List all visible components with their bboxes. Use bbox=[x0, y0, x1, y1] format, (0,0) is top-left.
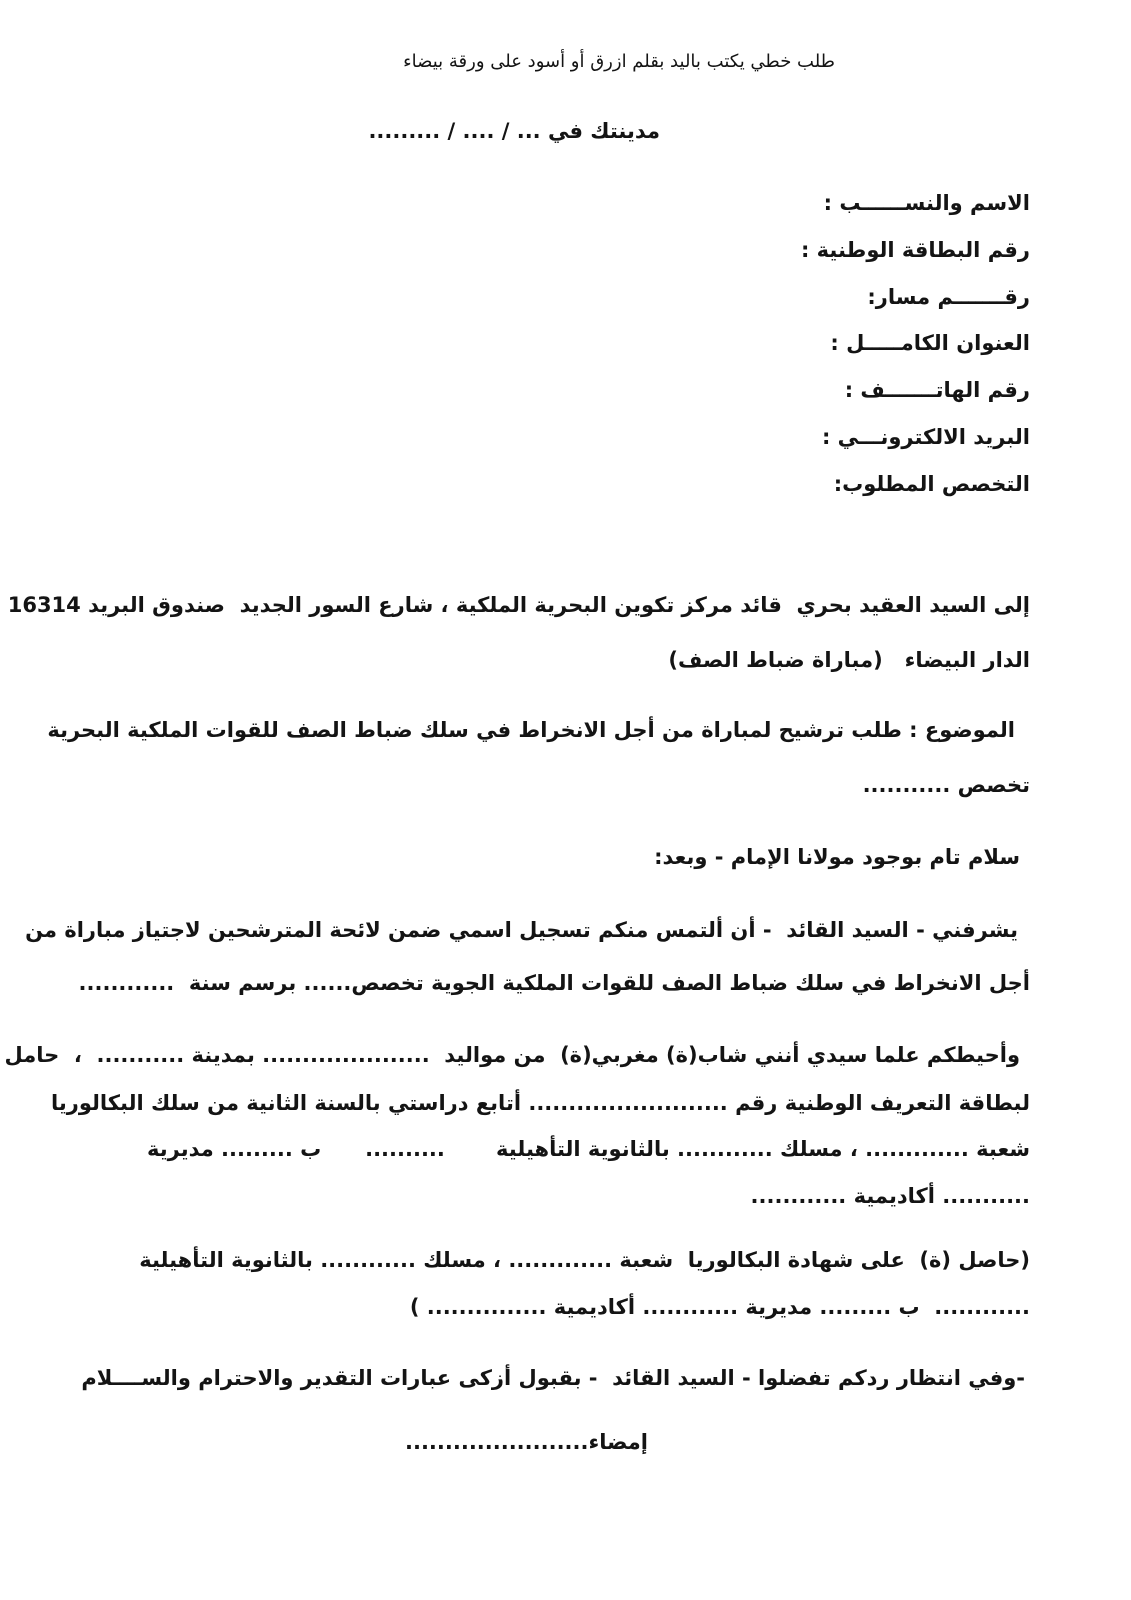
subject-line-2: تخصص ........... bbox=[862, 773, 1030, 797]
subject-line-1: الموضوع : طلب ترشيح لمباراة من أجل الانخراط في سلك ضباط الصف للقوات الملكية البحرية bbox=[47, 718, 1015, 742]
signature-line: إمضاء....................... bbox=[405, 1430, 648, 1454]
field-full-name: الاسم والنســــــب : bbox=[823, 191, 1030, 215]
handwriting-instruction: طلب خطي يكتب باليد بقلم ازرق أو أسود على ورقة بيضاء bbox=[403, 51, 835, 72]
paragraph-2-line-2: لبطاقة التعريف الوطنية رقم ......................... أتابع دراستي بالسنة الثانية من سلك البكالوريا bbox=[51, 1091, 1030, 1115]
paragraph-2-line-3: شعبة ............. ، مسلك ............ بالثانوية التأهيلية .......... ب ......... مديرية bbox=[147, 1137, 1030, 1161]
field-email: البريد الالكترونـــي : bbox=[821, 425, 1030, 449]
recipient-line-2: الدار البيضاء (مباراة ضباط الصف) bbox=[668, 648, 1030, 672]
paragraph-1-line-1: يشرفني - السيد القائد - أن ألتمس منكم تسجيل اسمي ضمن لائحة المترشحين لاجتياز مباراة من bbox=[25, 918, 1018, 942]
paragraph-3-line-1: (حاصل (ة) على شهادة البكالوريا شعبة ............. ، مسلك ............ بالثانوية التأهيلية bbox=[139, 1248, 1030, 1272]
field-phone-number: رقم الهاتـــــــف : bbox=[844, 378, 1030, 402]
greeting: سلام تام بوجود مولانا الإمام - وبعد: bbox=[654, 845, 1020, 869]
paragraph-3-line-2: ............ ب ......... مديرية ............ أكاديمية ............... ) bbox=[409, 1295, 1030, 1319]
field-full-address: العنوان الكامـــــل : bbox=[830, 331, 1030, 355]
field-massar-number: رقـــــــم مسار: bbox=[867, 285, 1030, 309]
field-national-id: رقم البطاقة الوطنية : bbox=[800, 238, 1030, 262]
paragraph-2-line-4: ........... أكاديمية ............ bbox=[750, 1184, 1030, 1208]
city-date-line: مدينتك في ... / .... / ......... bbox=[368, 119, 660, 143]
closing-line: -وفي انتظار ردكم تفضلوا - السيد القائد - بقبول أزكى عبارات التقدير والاحترام والســــلام bbox=[81, 1366, 1025, 1390]
paragraph-2-line-1: وأحيطكم علما سيدي أنني شاب(ة) مغربي(ة) من مواليد ..................... بمدينة ........... ، حامل bbox=[4, 1043, 1020, 1067]
recipient-line-1: إلى السيد العقيد بحري قائد مركز تكوين البحرية الملكية ، شارع السور الجديد صندوق البريد 16314 bbox=[7, 593, 1030, 617]
field-requested-specialty: التخصص المطلوب: bbox=[833, 472, 1030, 496]
paragraph-1-line-2: أجل الانخراط في سلك ضباط الصف للقوات الملكية الجوية تخصص...... برسم سنة ............ bbox=[78, 971, 1030, 995]
